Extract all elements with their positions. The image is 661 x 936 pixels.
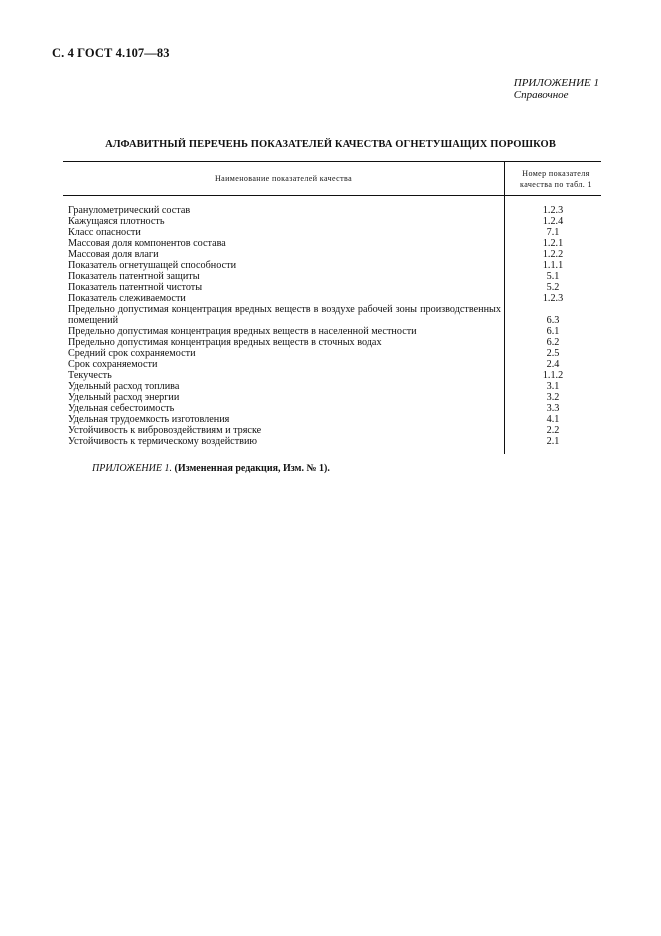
quality-indicator-name: Предельно допустимая концентрация вредных веществ в населенной местности: [68, 326, 417, 337]
quality-indicator-number: 7.1: [505, 227, 602, 238]
appendix-type: Справочное: [513, 89, 569, 101]
quality-indicator-number: 4.1: [505, 414, 602, 425]
quality-indicator-name: Удельный расход топлива: [68, 381, 180, 392]
table-row: [63, 359, 601, 370]
quality-indicator-number: 5.2: [505, 282, 602, 293]
quality-indicator-number: 3.2: [505, 392, 602, 403]
quality-indicator-number: 1.2.3: [505, 205, 602, 216]
quality-indicator-name: Класс опасности: [68, 227, 141, 238]
quality-indicator-number: 6.2: [505, 337, 602, 348]
quality-indicator-name: Устойчивость к вибровоздействиям и тряске: [68, 425, 262, 436]
table-row: [63, 249, 601, 260]
table-row: [63, 326, 601, 337]
quality-indicator-name: Предельно допустимая концентрация вредных веществ в воздухе рабочей зоны производственных помещений: [68, 304, 501, 326]
footnote: [92, 463, 330, 474]
quality-indicator-number: 2.4: [505, 359, 602, 370]
table-row: [63, 304, 601, 326]
spacer-cell: [505, 196, 602, 206]
quality-indicator-name: Устойчивость к термическому воздействию: [68, 436, 258, 447]
table-row: [63, 227, 601, 238]
quality-indicator-name: Массовая доля влаги: [68, 249, 159, 260]
footnote-text: (Измененная редакция, Изм. № 1).: [174, 463, 330, 474]
quality-indicator-name: Удельная трудоемкость изготовления: [68, 414, 230, 425]
quality-indicator-number: 1.1.1: [505, 260, 602, 271]
quality-indicator-number: 2.1: [505, 436, 602, 454]
table-row: [63, 381, 601, 392]
column-header-number-line1: Номер показателя: [522, 168, 590, 178]
table-row: [63, 414, 601, 425]
table-row: [63, 392, 601, 403]
quality-indicator-name: Срок сохраняемости: [68, 359, 158, 370]
table-body: [63, 196, 601, 455]
table-row: [63, 403, 601, 414]
quality-indicator-number: 2.2: [505, 425, 602, 436]
table-row: [63, 337, 601, 348]
quality-indicator-number: 6.3: [505, 304, 602, 326]
table-row: [63, 370, 601, 381]
table-row: [63, 436, 601, 454]
table-row: [63, 282, 601, 293]
table-spacer-row: [63, 196, 601, 206]
quality-indicator-name: Кажущаяся плотность: [68, 216, 165, 227]
quality-index-table: [63, 161, 601, 454]
quality-indicator-name: Средний срок сохраняемости: [68, 348, 196, 359]
table-header-row: [63, 162, 601, 196]
quality-indicator-name: Текучесть: [68, 370, 112, 381]
quality-indicator-number: 6.1: [505, 326, 602, 337]
quality-indicator-number: 1.1.2: [505, 370, 602, 381]
quality-indicator-name: Массовая доля компонентов состава: [68, 238, 226, 249]
quality-indicator-name: Показатель слеживаемости: [68, 293, 186, 304]
column-header-number-line2: качества по табл. 1: [520, 179, 592, 189]
column-header-number: [505, 162, 602, 196]
quality-indicator-name: Удельный расход энергии: [68, 392, 180, 403]
table-row: [63, 425, 601, 436]
table-row: [63, 271, 601, 282]
quality-indicator-name: Показатель огнетушащей способности: [68, 260, 237, 271]
quality-indicator-name: Удельная себестоимость: [68, 403, 175, 414]
quality-indicator-number: 1.2.3: [505, 293, 602, 304]
column-header-name: Наименование показателей качества: [63, 162, 505, 196]
quality-indicator-name: Показатель патентной защиты: [68, 271, 200, 282]
quality-indicator-number: 2.5: [505, 348, 602, 359]
quality-indicator-number: 1.2.1: [505, 238, 602, 249]
quality-indicator-number: 3.1: [505, 381, 602, 392]
page-header: С. 4 ГОСТ 4.107—83: [52, 46, 170, 60]
document-title: АЛФАВИТНЫЙ ПЕРЕЧЕНЬ ПОКАЗАТЕЛЕЙ КАЧЕСТВА ОГНЕТУШАЩИХ ПОРОШКОВ: [105, 139, 556, 150]
quality-indicator-name: Предельно допустимая концентрация вредных веществ в сточных водах: [68, 337, 382, 348]
quality-indicator-number: 5.1: [505, 271, 602, 282]
table-row: [63, 238, 601, 249]
table-row: [63, 260, 601, 271]
quality-indicator-number: 1.2.4: [505, 216, 602, 227]
quality-indicator-name: Гранулометрический состав: [68, 205, 191, 216]
table-row: [63, 205, 601, 216]
quality-indicator-number: 3.3: [505, 403, 602, 414]
appendix-label: ПРИЛОЖЕНИЕ 1: [513, 77, 599, 89]
table-row: [63, 293, 601, 304]
quality-indicator-number: 1.2.2: [505, 249, 602, 260]
table-row: [63, 216, 601, 227]
footnote-label: ПРИЛОЖЕНИЕ 1.: [92, 463, 172, 474]
spacer-cell: [63, 196, 505, 206]
appendix-block: [514, 77, 599, 101]
quality-indicator-name: Показатель патентной чистоты: [68, 282, 203, 293]
table-row: [63, 348, 601, 359]
